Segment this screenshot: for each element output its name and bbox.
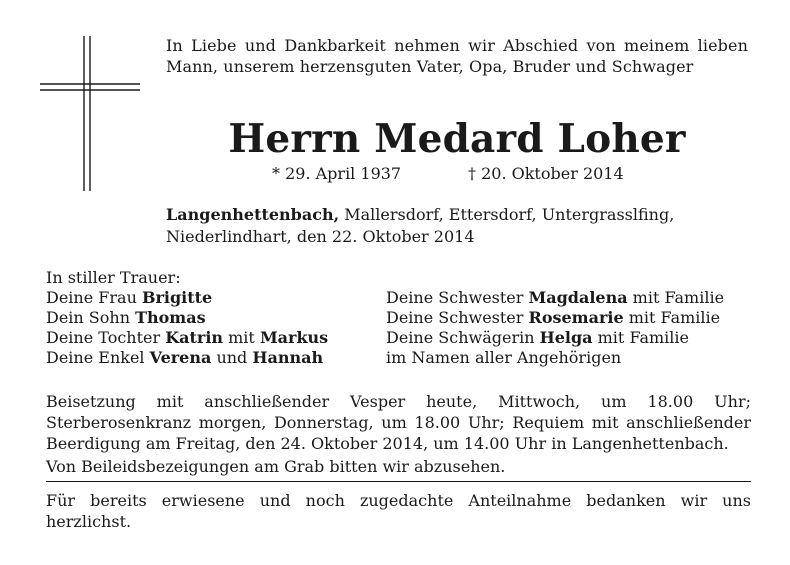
- mourner-line: [46, 308, 376, 328]
- life-dates: [166, 164, 748, 188]
- thanks-text: Für bereits erwiesene und noch zugedachte Anteilnahme bedanken wir uns herzlichst.: [46, 491, 751, 531]
- mourner-line: [46, 348, 376, 368]
- mourner-line: [386, 348, 751, 368]
- mourner-name: Katrin: [165, 328, 224, 347]
- mourner-relation: Dein Sohn: [46, 308, 136, 327]
- mourner-suffix: mit Familie: [592, 328, 689, 347]
- mourner-relation: im Namen aller Angehörigen: [386, 348, 622, 367]
- mourner-name: Markus: [259, 328, 329, 347]
- mourner-line: [386, 288, 751, 308]
- place-rest: Mallersdorf, Ettersdorf, Untergrasslfing, Niederlindhart, den 22. Oktober 2014: [166, 205, 675, 246]
- mourner-name: Hannah: [252, 348, 324, 367]
- mourner-suffix: mit Familie: [623, 308, 721, 327]
- mourner-name: Rosemarie: [528, 308, 624, 327]
- mourners-right-column: [386, 288, 751, 368]
- funeral-details: Beisetzung mit anschließender Vesper heute, Mittwoch, um 18.00 Uhr; Sterberosenkranz morgen, Donnerstag, um 18.00 Uhr; Requiem mit anschließender Beerdigung am Freitag, den 24. Oktober 2014, um 14.00 Uhr in Langenhettenbach.: [46, 392, 751, 453]
- mourner-line: [386, 308, 751, 328]
- mourner-line: [386, 328, 751, 348]
- mourner-relation: Deine Schwester: [386, 288, 529, 307]
- mourner-relation: Deine Tochter: [46, 328, 166, 347]
- mourner-connector: mit: [223, 328, 260, 347]
- place-bold: Langenhettenbach,: [166, 205, 340, 224]
- mourner-name: Brigitte: [141, 288, 213, 307]
- mourner-line: [46, 328, 376, 348]
- mourner-name: Magdalena: [528, 288, 628, 307]
- divider-line: [46, 481, 751, 482]
- cross-icon: [40, 36, 140, 191]
- mourner-relation: Deine Schwägerin: [386, 328, 540, 347]
- mourners-left-column: [46, 288, 376, 368]
- place-and-date: [166, 204, 748, 248]
- death-date: † 20. Oktober 2014: [468, 164, 624, 183]
- mourner-name: Verena: [149, 348, 212, 367]
- intro-text: In Liebe und Dankbarkeit nehmen wir Abschied von meinem lieben Mann, unserem herzensguten Vater, Opa, Bruder und Schwager: [166, 36, 748, 76]
- mourner-name: Thomas: [135, 308, 206, 327]
- mourner-line: [46, 288, 376, 308]
- mourner-name: Helga: [539, 328, 593, 347]
- mourners-heading: In stiller Trauer:: [46, 268, 181, 287]
- deceased-name: Herrn Medard Loher: [228, 116, 686, 162]
- mourner-relation: Deine Frau: [46, 288, 142, 307]
- mourner-relation: Deine Schwester: [386, 308, 529, 327]
- birth-date: * 29. April 1937: [272, 164, 402, 183]
- mourner-relation: Deine Enkel: [46, 348, 150, 367]
- mourner-connector: und: [211, 348, 253, 367]
- condolence-request: Von Beileidsbezeigungen am Grab bitten wir abzusehen.: [46, 457, 506, 476]
- mourner-suffix: mit Familie: [627, 288, 725, 307]
